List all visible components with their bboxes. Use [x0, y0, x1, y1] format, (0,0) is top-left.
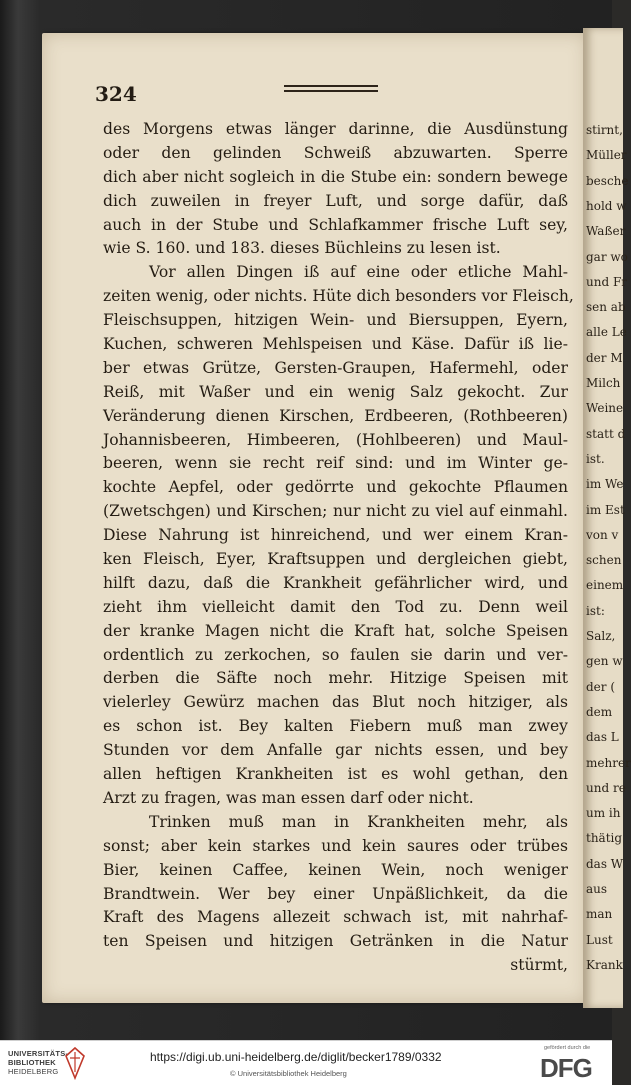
next-page-fragment: alle Le [586, 325, 627, 340]
text-line: ten Speisen und hitzigen Getränken in die Natur [103, 932, 568, 951]
text-line: es schon ist. Bey kalten Fiebern muß man zwey [103, 717, 568, 736]
library-logo [8, 1049, 69, 1076]
text-line: derben die Säfte noch mehr. Hitzige Speisen mit [103, 669, 568, 688]
text-line: (Zwetschgen) und Kirschen; nur nicht zu viel auf einmahl. [103, 502, 568, 521]
next-page-fragment: einem [586, 578, 624, 593]
next-page-fragment: man [586, 907, 613, 922]
next-page-fragment: um ih [586, 806, 621, 821]
next-page-fragment: Salz, [586, 629, 616, 643]
text-line: Arzt zu fragen, was man essen darf oder nicht. [103, 788, 474, 807]
next-page-fragment: gen w [586, 654, 623, 669]
next-page-fragment: statt d [586, 426, 626, 441]
text-line: Kuchen, schweren Mehlspeisen und Käse. Dafür iß lie- [103, 335, 568, 354]
text-line: Brandtwein. Wer bey einer Unpäßlichkeit, da die [103, 884, 568, 903]
copyright-notice: © Universitätsbibliothek Heidelberg [230, 1069, 347, 1078]
text-line: beeren, wenn sie recht reif sind: und im Winter ge- [103, 454, 568, 473]
next-page-fragment: besche [586, 173, 629, 188]
library-seal-icon [64, 1046, 86, 1080]
next-page-fragment: der M [586, 350, 623, 365]
next-page-fragment: und re [586, 780, 626, 795]
library-logo-line-1: UNIVERSITÄTS- [8, 1049, 69, 1058]
text-line: Johannisbeeren, Himbeeren, (Hohlbeeren) und Maul- [103, 430, 568, 449]
text-line: Veränderung dienen Kirschen, Erdbeeren, (Rothbeeren) [103, 406, 568, 425]
next-page-fragment: Lust [586, 932, 613, 947]
next-page-fragment: ist. [586, 451, 605, 466]
next-page-fragment: das L [586, 730, 619, 745]
text-line: Vor allen Dingen iß auf eine oder etliche Mahl- [149, 263, 568, 282]
next-page-fragment: Waßer [586, 224, 626, 239]
next-page-fragment: und Fr [586, 274, 628, 289]
text-line: ken Fleisch, Eyer, Kraftsuppen und dergleichen giebt, [103, 550, 568, 569]
next-page-fragment: gar wo [586, 249, 628, 264]
next-page-fragment: Müller [586, 148, 627, 163]
page-number: 324 [95, 82, 137, 106]
text-line: Trinken muß man in Krankheiten mehr, als [149, 812, 568, 831]
next-page-fragment: Milch [586, 376, 621, 390]
catchword: stürmt, [510, 956, 568, 975]
text-line: hilft dazu, daß die Krankheit gefährlicher wird, und [103, 573, 568, 592]
next-page-fragment: aus [586, 882, 608, 896]
text-line: auch in der Stube und Schlafkammer frische Luft sey, [103, 215, 568, 234]
next-page-edge [583, 28, 631, 1008]
library-logo-line-3: HEIDELBERG [8, 1067, 59, 1076]
text-line: ordentlich zu zerkochen, so faulen sie darin und ver- [103, 645, 568, 664]
next-page-fragment: dem [586, 704, 613, 719]
next-page-fragment: ist: [586, 603, 605, 618]
text-line: ber etwas Grütze, Gersten-Graupen, Hafermehl, oder [103, 358, 568, 377]
next-page-fragment: mehrer [586, 755, 631, 770]
library-logo-line-2: BIBLIOTHEK [8, 1058, 56, 1067]
next-page-fragment: Weine [586, 401, 624, 416]
text-line: vielerley Gewürz machen das Blut noch hitziger, als [103, 693, 568, 712]
text-line: oder den gelinden Schweiß abzuwarten. Sperre [103, 143, 568, 162]
next-page-fragment: im Est [586, 502, 625, 517]
next-page-fragment: Krank [586, 957, 623, 972]
permalink-url[interactable]: https://digi.ub.uni-heidelberg.de/diglit/becker1789/0332 [150, 1050, 442, 1064]
text-line: Stunden vor dem Anfalle gar nichts essen, und bey [103, 741, 568, 760]
text-line: der kranke Magen nicht die Kraft hat, solche Speisen [103, 621, 568, 640]
funding-caption: gefördert durch die [544, 1045, 591, 1051]
next-page-fragment: thätig [586, 831, 623, 846]
text-line: zeiten wenig, oder nichts. Hüte dich besonders vor Fleisch, [103, 287, 574, 306]
text-line: allen heftigen Krankheiten ist es wohl gethan, den [103, 765, 568, 784]
text-line: zieht ihm vielleicht damit den Tod zu. Denn weil [103, 597, 568, 616]
text-line: dich aber nicht sogleich in die Stube ein: sondern bewege [103, 167, 568, 186]
text-line: Reiß, mit Waßer und ein wenig Salz gekocht. Zur [103, 382, 568, 401]
text-line: Kraft des Magens allezeit schwach ist, mit nahrhaf- [103, 908, 568, 927]
page-text [103, 118, 574, 978]
dfg-logo: DFG [540, 1053, 592, 1083]
text-line: Fleischsuppen, hitzigen Wein- und Biersuppen, Eyern, [103, 311, 568, 330]
text-line: Bier, keinen Caffee, keinen Wein, noch weniger [103, 860, 568, 879]
next-page-fragment: im We [586, 477, 624, 492]
text-line: dich zuweilen in freyer Luft, und sorge dafür, daß [103, 191, 568, 210]
text-line: Diese Nahrung ist hinreichend, und wer einem Kran- [103, 526, 568, 545]
text-line: sonst; aber kein starkes und kein saures oder trübes [103, 836, 568, 855]
next-page-fragment: hold w [586, 198, 627, 213]
text-line: des Morgens etwas länger darinne, die Ausdünstung [103, 120, 568, 138]
next-page-fragment: das W [586, 856, 624, 871]
footer-bar [0, 1040, 612, 1085]
text-line: wie S. 160. und 183. dieses Büchleins zu lesen ist. [103, 239, 501, 258]
next-page-fragment: von v [586, 527, 619, 542]
next-page-fragment: sen ab [586, 300, 626, 315]
next-page-fragment: stirnt, [586, 123, 623, 137]
header-rule [284, 85, 378, 92]
text-line: kochte Aepfel, oder gedörrte und gekochte Pflaumen [103, 478, 568, 497]
next-page-fragment: der ( [586, 679, 616, 694]
next-page-fragment: schen [586, 553, 622, 568]
